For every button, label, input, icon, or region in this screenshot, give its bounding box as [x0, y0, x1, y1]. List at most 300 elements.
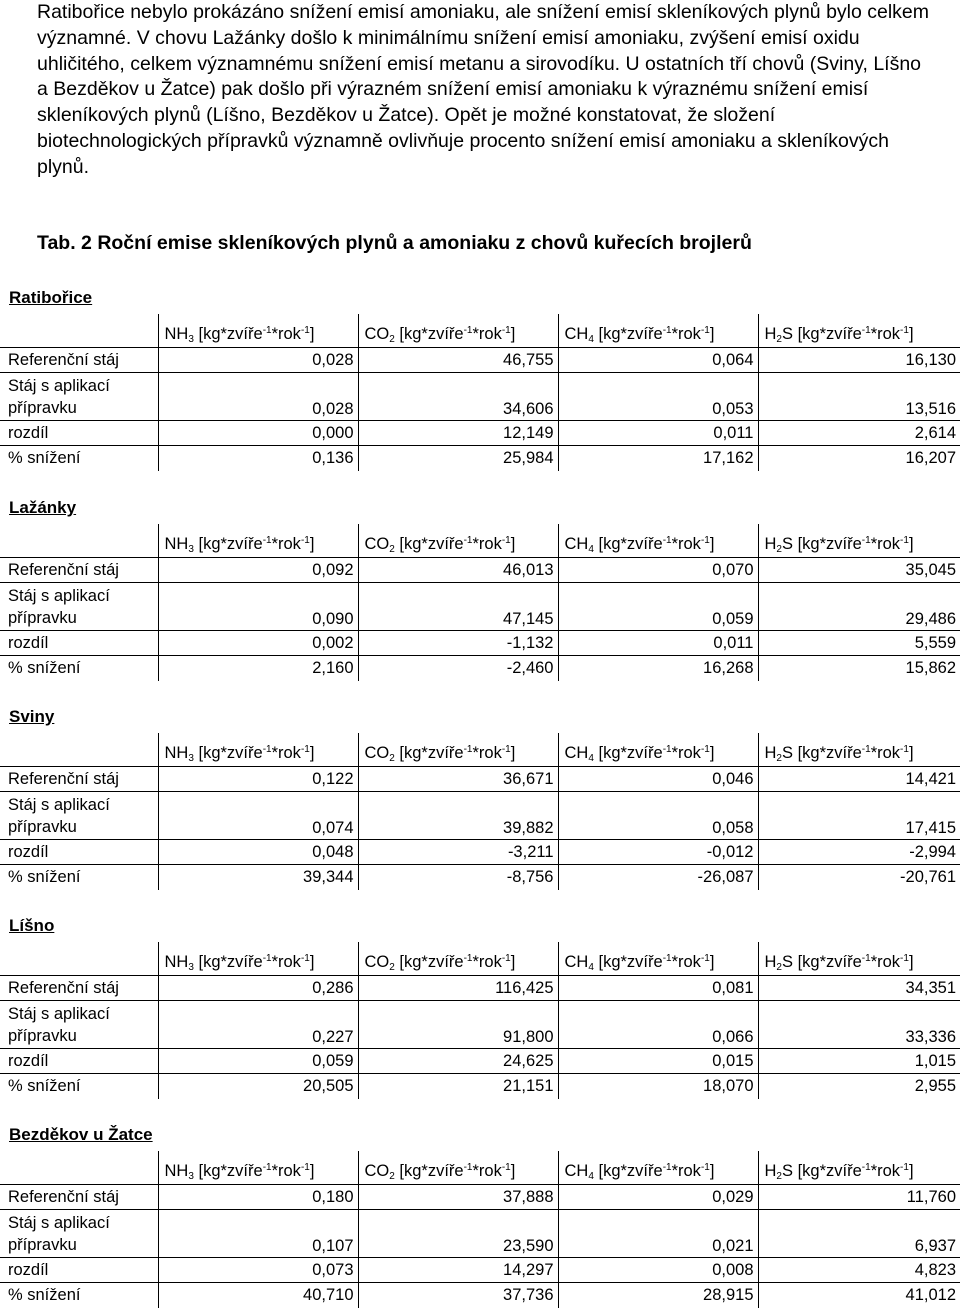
column-header — [558, 314, 758, 348]
header-part-exp-b: -1 — [700, 953, 710, 964]
column-header — [158, 942, 358, 976]
column-header — [558, 1151, 758, 1185]
value-cell: 0,002 — [158, 631, 358, 656]
header-part-unit-a: [kg*zvíře — [193, 535, 263, 553]
header-part-sub: 3 — [188, 334, 194, 345]
row-label: % snížení — [0, 656, 158, 681]
header-part-unit-a: [kg*zvíře — [193, 325, 263, 343]
row-label — [0, 1001, 158, 1049]
header-part-sub: 3 — [188, 1171, 194, 1182]
header-part-unit-a: [kg*zvíře — [394, 744, 464, 762]
header-part-exp-a: -1 — [861, 325, 871, 336]
header-part-unit-a: [kg*zvíře — [193, 744, 263, 762]
row-percent-reduction — [0, 656, 960, 681]
header-part-unit-b: *rok — [472, 744, 502, 762]
value-cell: 41,012 — [905, 1285, 956, 1304]
header-part-sub: 4 — [588, 962, 594, 973]
value-cell: -2,460 — [358, 656, 558, 681]
header-part-unit-b: *rok — [870, 744, 901, 762]
emission-table — [0, 524, 960, 681]
header-part-base2: S — [781, 325, 793, 343]
value-cell: 37,736 — [358, 1283, 558, 1308]
header-part-base: NH — [164, 535, 189, 553]
header-part-exp-a: -1 — [463, 1162, 473, 1173]
row-difference — [0, 1258, 960, 1283]
value-cell: 0,008 — [558, 1258, 758, 1283]
row-label: % snížení — [0, 865, 158, 890]
header-part-sub: 4 — [588, 1171, 594, 1182]
value-cell: 0,136 — [158, 446, 358, 471]
emission-table — [0, 942, 960, 1099]
header-part-exp-a: -1 — [662, 1162, 672, 1173]
header-part-exp-b: -1 — [700, 1162, 710, 1173]
header-part-sub: 3 — [188, 544, 194, 555]
row-label: rozdíl — [0, 1258, 158, 1283]
header-part-base: NH — [164, 325, 189, 343]
header-part-unit-b: *rok — [271, 535, 301, 553]
value-cell: 17,415 — [758, 792, 960, 840]
header-part-unit-b: *rok — [472, 325, 502, 343]
header-part-unit-b: *rok — [472, 535, 502, 553]
value-cell: 20,505 — [158, 1074, 358, 1099]
header-part-unit-c: ] — [709, 325, 715, 343]
value-cell: 18,070 — [558, 1074, 758, 1099]
header-part-unit-b: *rok — [870, 1162, 901, 1180]
value-cell: 36,671 — [358, 767, 558, 792]
header-part-sub: 4 — [588, 334, 594, 345]
row-difference — [0, 421, 960, 446]
header-part-exp-a: -1 — [662, 744, 672, 755]
header-part-unit-a: [kg*zvíře — [793, 325, 862, 343]
header-part-unit-a: [kg*zvíře — [793, 744, 862, 762]
value-cell: 11,760 — [758, 1185, 960, 1210]
row-label-line: Stáj s aplikací — [8, 377, 110, 395]
header-part-unit-b: *rok — [671, 325, 701, 343]
header-part-unit-c: ] — [510, 1162, 516, 1180]
header-part-unit-c: ] — [510, 953, 516, 971]
header-part-unit-c: ] — [309, 535, 315, 553]
header-part-unit-c: ] — [510, 535, 516, 553]
header-part-unit-b: *rok — [671, 744, 701, 762]
value-cell: 13,516 — [758, 373, 960, 421]
column-header — [558, 524, 758, 558]
header-part-exp-a: -1 — [463, 535, 473, 546]
header-part-exp-a: -1 — [262, 535, 272, 546]
column-header — [358, 733, 558, 767]
value-cell: 6,937 — [758, 1210, 960, 1258]
header-part-unit-c: ] — [908, 325, 914, 343]
header-part-base2: S — [781, 953, 793, 971]
header-part-base: CH — [564, 1162, 589, 1180]
header-part-base: CH — [564, 535, 589, 553]
header-part-exp-b: -1 — [501, 325, 511, 336]
header-part-unit-a: [kg*zvíře — [394, 953, 464, 971]
row-percent-reduction — [0, 1283, 960, 1308]
header-part-unit-a: [kg*zvíře — [793, 1162, 862, 1180]
header-part-unit-b: *rok — [870, 535, 901, 553]
header-part-sub: 3 — [188, 962, 194, 973]
header-part-exp-b: -1 — [700, 535, 710, 546]
header-part-sub: 3 — [188, 753, 194, 764]
value-cell: -0,012 — [558, 840, 758, 865]
value-cell: 39,882 — [358, 792, 558, 840]
column-header — [158, 1151, 358, 1185]
value-cell: 25,984 — [358, 446, 558, 471]
value-cell: 34,606 — [358, 373, 558, 421]
header-part-unit-c: ] — [709, 953, 715, 971]
section-title: Sviny — [9, 707, 55, 726]
column-header — [358, 524, 558, 558]
row-label — [0, 1210, 158, 1258]
emission-table — [0, 733, 960, 890]
value-cell: 5,559 — [758, 631, 960, 656]
row-label: rozdíl — [0, 1049, 158, 1074]
value-cell: 0,059 — [558, 583, 758, 631]
value-cell: 12,149 — [358, 421, 558, 446]
value-cell: 40,710 — [158, 1283, 358, 1308]
value-cell: 0,028 — [158, 373, 358, 421]
header-part-exp-a: -1 — [662, 325, 672, 336]
value-cell: 116,425 — [358, 976, 558, 1001]
header-part-exp-a: -1 — [861, 744, 871, 755]
emission-table — [0, 1151, 960, 1308]
header-part-unit-c: ] — [709, 1162, 715, 1180]
column-header — [158, 314, 358, 348]
header-part-base: CH — [564, 953, 589, 971]
header-part-exp-b: -1 — [501, 953, 511, 964]
header-part-unit-a: [kg*zvíře — [193, 1162, 263, 1180]
table-caption: Tab. 2 Roční emise skleníkových plynů a amoniaku z chovů kuřecích brojlerů — [37, 232, 752, 254]
row-label-line: přípravku — [8, 399, 77, 417]
header-part-sub: 4 — [588, 544, 594, 555]
value-cell: 0,066 — [558, 1001, 758, 1049]
header-part-sub: 2 — [776, 334, 782, 345]
value-cell: 0,286 — [158, 976, 358, 1001]
header-part-exp-b: -1 — [900, 953, 909, 964]
value-cell: 0,227 — [158, 1001, 358, 1049]
value-cell: 0,090 — [158, 583, 358, 631]
value-cell: 14,297 — [358, 1258, 558, 1283]
value-cell: 39,344 — [158, 865, 358, 890]
column-header — [758, 1151, 960, 1185]
value-cell: 0,011 — [558, 421, 758, 446]
header-part-exp-b: -1 — [300, 535, 310, 546]
row-reference — [0, 348, 960, 373]
row-application — [0, 792, 960, 840]
header-row — [0, 1151, 960, 1185]
value-cell: -8,756 — [358, 865, 558, 890]
header-part-sub: 2 — [389, 962, 395, 973]
header-part-exp-a: -1 — [262, 953, 272, 964]
header-part-exp-b: -1 — [900, 744, 909, 755]
header-part-unit-b: *rok — [271, 953, 301, 971]
header-part-unit-a: [kg*zvíře — [593, 325, 663, 343]
value-cell: 1,015 — [758, 1049, 960, 1074]
header-blank — [0, 1151, 158, 1185]
column-header — [358, 314, 558, 348]
header-part-sub: 4 — [588, 753, 594, 764]
header-part-unit-c: ] — [709, 744, 715, 762]
header-part-unit-b: *rok — [271, 744, 301, 762]
header-part-unit-a: [kg*zvíře — [394, 325, 464, 343]
header-part-base: CO — [364, 744, 390, 762]
header-part-exp-b: -1 — [700, 744, 710, 755]
header-part-unit-b: *rok — [671, 535, 701, 553]
value-cell: -20,761 — [900, 867, 956, 886]
value-cell: 2,955 — [914, 1076, 956, 1095]
header-row — [0, 942, 960, 976]
header-part-exp-a: -1 — [262, 1162, 272, 1173]
header-part-base: NH — [164, 1162, 189, 1180]
header-part-unit-a: [kg*zvíře — [394, 535, 464, 553]
value-cell: 14,421 — [758, 767, 960, 792]
header-part-exp-a: -1 — [463, 953, 473, 964]
header-part-unit-b: *rok — [671, 953, 701, 971]
value-cell: 16,207 — [905, 448, 956, 467]
header-part-sub: 2 — [776, 753, 782, 764]
header-part-base: H — [764, 744, 777, 762]
header-part-base: CH — [564, 325, 589, 343]
section-title: Lažánky — [9, 498, 77, 517]
row-label-line: Stáj s aplikací — [8, 1214, 110, 1232]
value-cell: 37,888 — [358, 1185, 558, 1210]
header-part-unit-a: [kg*zvíře — [793, 535, 862, 553]
value-cell: 2,614 — [758, 421, 960, 446]
value-cell: 0,046 — [558, 767, 758, 792]
header-part-unit-c: ] — [709, 535, 715, 553]
header-part-sub: 2 — [389, 753, 395, 764]
header-part-exp-a: -1 — [463, 744, 473, 755]
value-cell: 0,064 — [558, 348, 758, 373]
header-part-exp-a: -1 — [463, 325, 473, 336]
header-part-base: H — [764, 1162, 777, 1180]
header-part-base: CO — [364, 953, 390, 971]
column-header — [158, 524, 358, 558]
value-cell: 29,486 — [758, 583, 960, 631]
header-part-sub: 2 — [776, 544, 782, 555]
value-cell: 34,351 — [758, 976, 960, 1001]
value-cell: 0,070 — [558, 558, 758, 583]
row-label: Referenční stáj — [0, 976, 158, 1001]
column-header — [758, 942, 960, 976]
header-part-unit-b: *rok — [271, 1162, 301, 1180]
row-label: Referenční stáj — [0, 558, 158, 583]
header-part-exp-a: -1 — [662, 535, 672, 546]
value-cell: 0,073 — [158, 1258, 358, 1283]
column-header — [758, 314, 960, 348]
header-part-exp-b: -1 — [900, 325, 909, 336]
row-difference — [0, 631, 960, 656]
header-part-base: CO — [364, 535, 390, 553]
header-part-base: NH — [164, 744, 189, 762]
header-part-exp-b: -1 — [900, 535, 909, 546]
row-difference — [0, 1049, 960, 1074]
header-part-unit-c: ] — [908, 535, 914, 553]
row-label — [0, 373, 158, 421]
header-blank — [0, 524, 158, 558]
value-cell: -26,087 — [558, 865, 758, 890]
header-row — [0, 314, 960, 348]
header-part-exp-b: -1 — [900, 1162, 909, 1173]
header-part-base2: S — [781, 1162, 793, 1180]
header-blank — [0, 942, 158, 976]
value-cell: 16,130 — [758, 348, 960, 373]
header-part-unit-a: [kg*zvíře — [593, 744, 663, 762]
value-cell: 0,029 — [558, 1185, 758, 1210]
header-part-base2: S — [781, 744, 793, 762]
header-part-unit-c: ] — [510, 744, 516, 762]
header-part-exp-a: -1 — [861, 1162, 871, 1173]
row-application — [0, 373, 960, 421]
header-part-exp-a: -1 — [662, 953, 672, 964]
value-cell: 91,800 — [358, 1001, 558, 1049]
column-header — [558, 942, 758, 976]
value-cell: 23,590 — [358, 1210, 558, 1258]
header-part-sub: 2 — [389, 544, 395, 555]
row-label-line: přípravku — [8, 818, 77, 836]
value-cell: 33,336 — [758, 1001, 960, 1049]
value-cell: -3,211 — [358, 840, 558, 865]
value-cell: 0,028 — [158, 348, 358, 373]
header-part-exp-b: -1 — [300, 744, 310, 755]
header-part-unit-a: [kg*zvíře — [793, 953, 862, 971]
header-part-unit-c: ] — [908, 1162, 914, 1180]
value-cell: -2,994 — [758, 840, 960, 865]
header-part-exp-b: -1 — [300, 325, 310, 336]
header-part-unit-a: [kg*zvíře — [593, 953, 663, 971]
value-cell: 0,021 — [558, 1210, 758, 1258]
row-label: % snížení — [0, 446, 158, 471]
section-title: Bezděkov u Žatce — [9, 1125, 153, 1144]
section-title: Ratibořice — [9, 288, 93, 307]
row-label: rozdíl — [0, 631, 158, 656]
value-cell: 4,823 — [758, 1258, 960, 1283]
header-part-unit-c: ] — [309, 744, 315, 762]
header-part-exp-a: -1 — [262, 325, 272, 336]
header-part-unit-b: *rok — [472, 1162, 502, 1180]
header-part-unit-b: *rok — [870, 325, 901, 343]
value-cell: 0,059 — [158, 1049, 358, 1074]
value-cell: 15,862 — [905, 658, 956, 677]
row-percent-reduction — [0, 446, 960, 471]
header-part-sub: 2 — [389, 1171, 395, 1182]
value-cell: 0,015 — [558, 1049, 758, 1074]
column-header — [758, 524, 960, 558]
row-reference — [0, 767, 960, 792]
header-part-unit-a: [kg*zvíře — [593, 1162, 663, 1180]
value-cell: 0,081 — [558, 976, 758, 1001]
header-part-unit-a: [kg*zvíře — [593, 535, 663, 553]
header-part-sub: 2 — [776, 1171, 782, 1182]
value-cell: 47,145 — [358, 583, 558, 631]
column-header — [158, 733, 358, 767]
value-cell: 0,180 — [158, 1185, 358, 1210]
row-percent-reduction — [0, 1074, 960, 1099]
header-part-base: H — [764, 325, 777, 343]
header-part-unit-b: *rok — [870, 953, 901, 971]
value-cell: 0,122 — [158, 767, 358, 792]
header-part-base: H — [764, 953, 777, 971]
value-cell: 28,915 — [558, 1283, 758, 1308]
header-blank — [0, 733, 158, 767]
value-cell: 0,011 — [558, 631, 758, 656]
value-cell: 21,151 — [358, 1074, 558, 1099]
value-cell: 2,160 — [158, 656, 358, 681]
value-cell: 46,013 — [358, 558, 558, 583]
column-header — [558, 733, 758, 767]
header-part-unit-b: *rok — [472, 953, 502, 971]
header-part-base: H — [764, 535, 777, 553]
header-part-exp-b: -1 — [501, 535, 511, 546]
row-label: % snížení — [0, 1283, 158, 1308]
column-header — [358, 1151, 558, 1185]
header-part-unit-b: *rok — [671, 1162, 701, 1180]
row-label: Referenční stáj — [0, 1185, 158, 1210]
header-part-sub: 2 — [776, 962, 782, 973]
header-part-exp-a: -1 — [861, 535, 871, 546]
header-part-base: CO — [364, 325, 390, 343]
column-header — [758, 733, 960, 767]
row-label: rozdíl — [0, 421, 158, 446]
header-part-unit-c: ] — [309, 1162, 315, 1180]
row-label: rozdíl — [0, 840, 158, 865]
section-title: Líšno — [9, 916, 55, 935]
value-cell: 16,268 — [558, 656, 758, 681]
header-part-unit-a: [kg*zvíře — [193, 953, 263, 971]
column-header — [358, 942, 558, 976]
header-part-unit-c: ] — [510, 325, 516, 343]
row-label: Referenční stáj — [0, 767, 158, 792]
header-part-exp-a: -1 — [262, 744, 272, 755]
header-part-base: NH — [164, 953, 189, 971]
header-part-unit-a: [kg*zvíře — [394, 1162, 464, 1180]
row-label-line: Stáj s aplikací — [8, 796, 110, 814]
row-label-line: Stáj s aplikací — [8, 1005, 110, 1023]
header-part-exp-a: -1 — [861, 953, 871, 964]
value-cell: 24,625 — [358, 1049, 558, 1074]
header-part-unit-c: ] — [908, 953, 914, 971]
header-row — [0, 524, 960, 558]
header-part-exp-b: -1 — [700, 325, 710, 336]
row-reference — [0, 558, 960, 583]
value-cell: 35,045 — [758, 558, 960, 583]
header-part-base: CH — [564, 744, 589, 762]
value-cell: 17,162 — [558, 446, 758, 471]
header-part-unit-b: *rok — [271, 325, 301, 343]
row-label — [0, 792, 158, 840]
header-part-exp-b: -1 — [501, 1162, 511, 1173]
row-application — [0, 1001, 960, 1049]
header-part-unit-c: ] — [309, 953, 315, 971]
value-cell: 46,755 — [358, 348, 558, 373]
value-cell: 0,092 — [158, 558, 358, 583]
row-reference — [0, 976, 960, 1001]
value-cell: 0,058 — [558, 792, 758, 840]
value-cell: 0,000 — [158, 421, 358, 446]
row-application — [0, 1210, 960, 1258]
header-part-base: CO — [364, 1162, 390, 1180]
row-label: Referenční stáj — [0, 348, 158, 373]
header-part-unit-c: ] — [908, 744, 914, 762]
row-difference — [0, 840, 960, 865]
header-part-exp-b: -1 — [501, 744, 511, 755]
header-blank — [0, 314, 158, 348]
row-label — [0, 583, 158, 631]
row-label: % snížení — [0, 1074, 158, 1099]
body-paragraph: Ratibořice nebylo prokázáno snížení emisí amoniaku, ale snížení emisí skleníkových plynů bylo celkem významné. V chovu Lažánky došlo k minimálnímu snížení emisí amoniaku, zvýšení emisí oxidu uhličitého, celkem významnému snížení emisí metanu a sirovodíku. U ostatních tří chovů (Sviny, Líšno a Bezděkov u Žatce) pak došlo při výrazném snížení emisí amoniaku k výraznému snížení emisí skleníkových plynů (Líšno, Bezděkov u Žatce). Opět je možné konstatovat, že složení biotechnologických přípravků významně ovlivňuje procento snížení emisí amoniaku a skleníkových plynů. — [37, 1, 930, 178]
row-percent-reduction — [0, 865, 960, 890]
value-cell: 0,107 — [158, 1210, 358, 1258]
